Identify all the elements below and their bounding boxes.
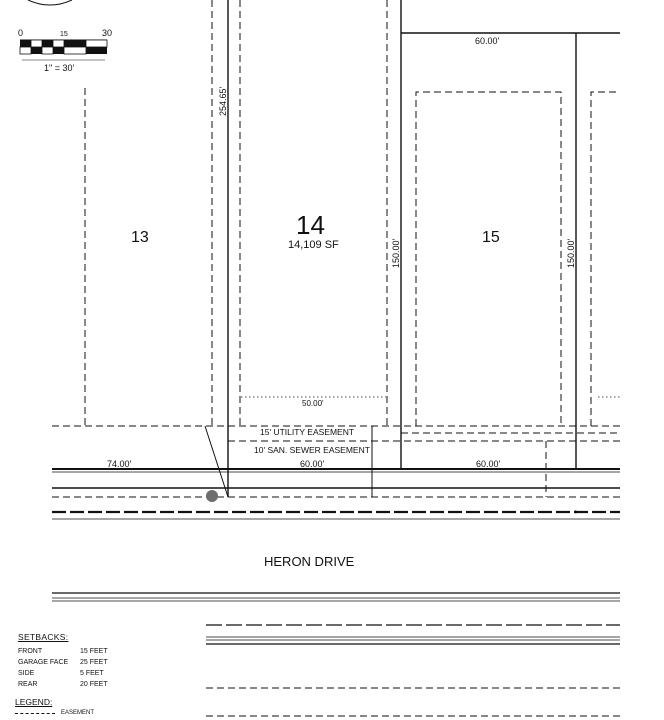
legend-item-label: EASEMENT (61, 710, 95, 716)
lot-14-number: 14 (296, 210, 325, 240)
scale-tick-0: 0 (18, 28, 24, 38)
scale-bar (18, 28, 112, 73)
lot-14-frontage-dimension: 60.00' (300, 459, 325, 469)
sewer-easement-label: 10' SAN. SEWER EASEMENT (254, 445, 370, 455)
utility-easement-label: 15' UTILITY EASEMENT (260, 427, 355, 437)
hydrant-icon (206, 490, 218, 502)
lot-15-frontage-dimension: 60.00' (476, 459, 501, 469)
lot-14-side-dimension: 150.00' (391, 238, 401, 268)
setback-row-side (18, 668, 138, 679)
lot-15-number: 15 (482, 229, 500, 246)
setback-label: FRONT (18, 648, 43, 655)
lot-15-side-dimension: 150.00' (566, 238, 576, 268)
setback-row-front (18, 646, 138, 657)
lot-13-frontage-dimension: 74.00' (107, 459, 132, 469)
lot-13-number: 13 (131, 229, 149, 246)
setback-value: 5 FEET (80, 670, 104, 677)
setback-value: 25 FEET (80, 659, 108, 666)
scale-tick-30: 30 (102, 28, 113, 38)
setback-value: 15 FEET (80, 648, 108, 655)
setback-row-garage (18, 657, 138, 668)
easement-line-swatch-icon (15, 713, 55, 714)
north-arrow-icon (28, 0, 72, 5)
scale-tick-15: 15 (60, 31, 68, 38)
street-name: HERON DRIVE (264, 554, 355, 569)
setback-label: REAR (18, 681, 38, 688)
utility-marker: 4 (574, 510, 577, 516)
lot-14-area: 14,109 SF (288, 239, 339, 251)
setback-row-rear (18, 679, 138, 690)
setback-label: SIDE (18, 670, 35, 677)
setbacks-table (18, 632, 138, 690)
setbacks-title: SETBACKS: (18, 632, 69, 642)
setback-value: 20 FEET (80, 681, 108, 688)
legend-item-easement (15, 710, 155, 716)
setback-lines (85, 0, 620, 426)
legend (15, 697, 155, 716)
scale-ratio: 1" = 30' (44, 63, 75, 73)
setback-label: GARAGE FACE (18, 659, 69, 666)
lot-15-top-width-dimension: 60.00' (475, 36, 500, 46)
lot-14-depth-dimension: 254.65' (218, 86, 228, 116)
legend-title: LEGEND: (15, 697, 53, 707)
lot-14-rear-width-dimension: 50.00' (302, 399, 324, 408)
